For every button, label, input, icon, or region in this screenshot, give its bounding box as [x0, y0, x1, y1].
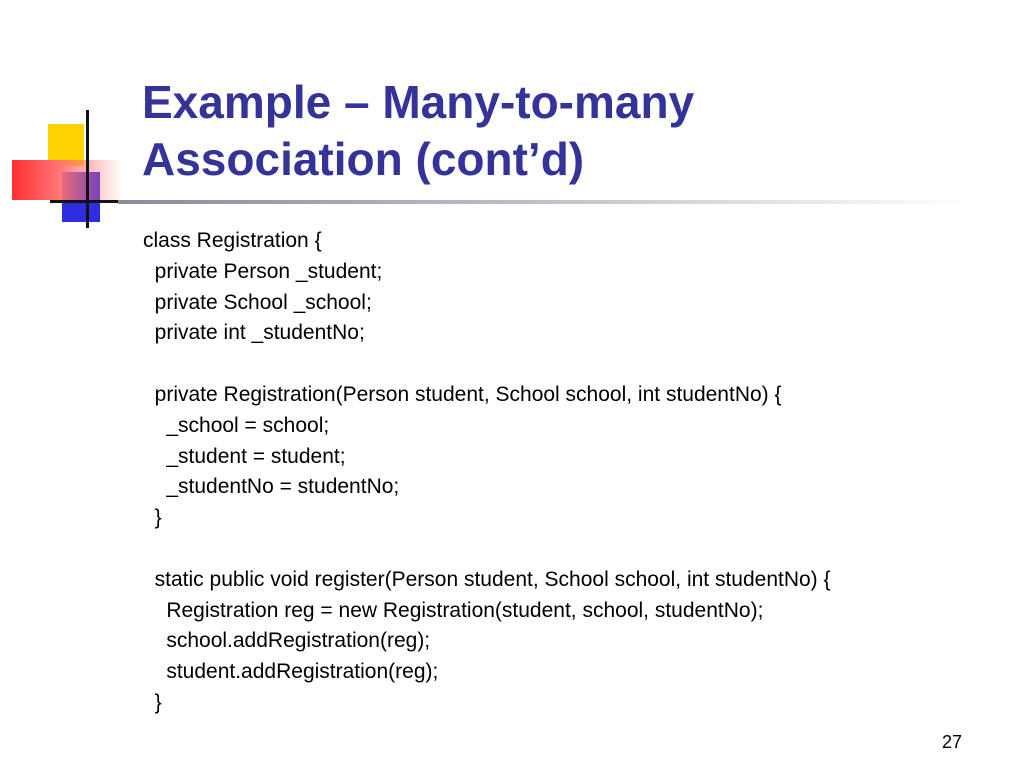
code-line: class Registration { — [143, 229, 322, 252]
code-line: student.addRegistration(reg); — [143, 660, 439, 684]
slide-title — [142, 74, 694, 188]
code-line: _school = school; — [143, 413, 330, 437]
corner-decoration — [0, 0, 140, 240]
code-line: } — [143, 506, 162, 530]
red-gradient-bar-shape — [12, 160, 122, 200]
code-line: static public void register(Person student, School school, int studentNo) { — [143, 567, 831, 591]
title-line-1: Example – Many-to-many — [142, 76, 695, 128]
vertical-line-shape — [86, 110, 89, 228]
code-line: private Registration(Person student, School school, int studentNo) { — [143, 382, 782, 406]
title-line-2: Association (cont’d) — [142, 133, 585, 185]
code-line: private School _school; — [143, 290, 372, 314]
code-line: } — [143, 690, 162, 714]
code-line: private Person _student; — [143, 259, 383, 283]
page-number: 27 — [941, 732, 962, 752]
code-line — [143, 349, 831, 380]
title-underline — [118, 200, 968, 204]
code-line: Registration reg = new Registration(student, school, studentNo); — [143, 598, 764, 622]
code-line: _studentNo = studentNo; — [143, 475, 400, 499]
code-line: school.addRegistration(reg); — [143, 629, 431, 653]
code-block — [143, 226, 831, 719]
code-line — [143, 534, 831, 565]
code-line: _student = student; — [143, 444, 346, 468]
code-line: private int _studentNo; — [143, 321, 365, 345]
